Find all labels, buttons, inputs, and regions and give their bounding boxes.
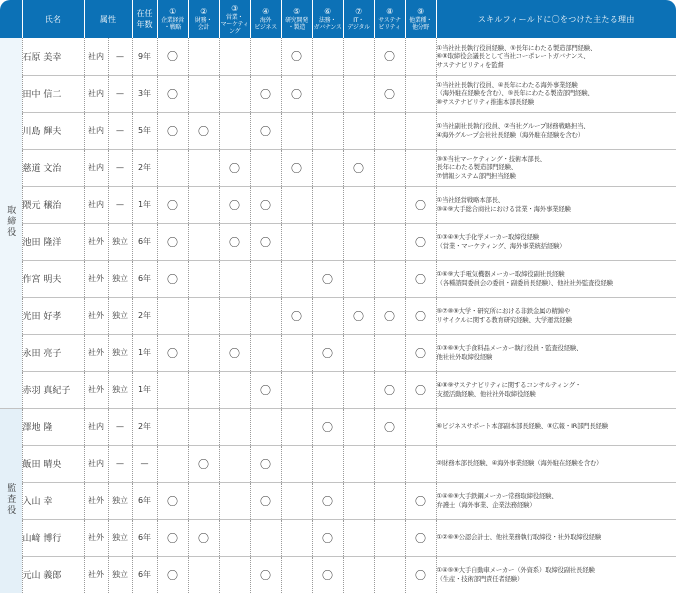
skill-cell-1 [157,112,188,149]
skill-mark: 〇 [384,309,396,323]
skill-cell-1 [157,75,188,112]
header-field-2: ② 財務・ 会計 [188,0,219,38]
skill-cell-6 [312,482,343,519]
skill-mark: 〇 [415,383,427,397]
skill-cell-8 [374,38,405,75]
member-row [0,223,676,260]
header-field-7: ⑦ IT・ デジタル [343,0,374,38]
skill-mark: 〇 [322,346,334,360]
skill-cell-8 [374,334,405,371]
skill-cell-2 [188,38,219,75]
member-tenure: 6年 [132,556,157,593]
member-tenure: 2年 [132,149,157,186]
skill-cell-4 [250,482,281,519]
skill-cell-5 [281,186,312,223]
skill-cell-5 [281,445,312,482]
skill-mark: 〇 [260,383,272,397]
skill-cell-9 [405,519,436,556]
skill-cell-4 [250,260,281,297]
member-reason: ①⑥⑨大手電気機器メーカー取締役副社長経験 （各種諮問委員会の委員・副委員長経験）、他社社外監査役経験 [436,260,676,297]
member-row [0,149,676,186]
skill-cell-3 [219,408,250,445]
member-name: 川島 輝夫 [22,112,84,149]
skill-mark: 〇 [291,309,303,323]
skill-cell-8 [374,149,405,186]
header-field-9: ⑨ 他業種・ 他分野 [405,0,436,38]
skill-mark: 〇 [167,568,179,582]
skill-cell-6 [312,75,343,112]
skill-cell-5 [281,334,312,371]
member-independence: — [108,408,132,445]
skill-mark: 〇 [415,235,427,249]
member-type: 社内 [84,38,108,75]
skill-cell-3 [219,149,250,186]
member-name: 光田 好孝 [22,297,84,334]
skill-cell-9 [405,112,436,149]
skill-cell-6 [312,445,343,482]
skill-cell-4 [250,408,281,445]
skill-cell-3 [219,186,250,223]
skill-cell-5 [281,38,312,75]
skill-mark: 〇 [322,272,334,286]
skill-cell-5 [281,112,312,149]
skill-cell-9 [405,556,436,593]
skill-cell-2 [188,334,219,371]
skill-cell-1 [157,482,188,519]
member-row [0,38,676,75]
skill-mark: 〇 [415,198,427,212]
member-row [0,519,676,556]
skill-cell-8 [374,223,405,260]
skill-cell-7 [343,38,374,75]
skill-cell-5 [281,408,312,445]
skill-mark: 〇 [291,161,303,175]
member-name: 石原 美幸 [22,38,84,75]
group-label: 監査役 [0,408,22,593]
header-field-8: ⑧ サステナ ビリティ [374,0,405,38]
member-tenure: 5年 [132,112,157,149]
skill-cell-3 [219,297,250,334]
member-name: 永田 亮子 [22,334,84,371]
skill-mark: 〇 [384,87,396,101]
skill-cell-6 [312,334,343,371]
header-field-3: ③ 営業・ マーケティング [219,0,250,38]
skill-cell-2 [188,408,219,445]
skill-cell-9 [405,482,436,519]
skill-mark: 〇 [167,346,179,360]
skill-cell-9 [405,223,436,260]
member-row [0,260,676,297]
skill-mark: 〇 [291,87,303,101]
skill-mark: 〇 [415,272,427,286]
skill-cell-2 [188,112,219,149]
member-type: 社内 [84,445,108,482]
skill-mark: 〇 [229,346,241,360]
skill-cell-7 [343,186,374,223]
skill-cell-1 [157,297,188,334]
skill-cell-1 [157,519,188,556]
member-reason: ①④⑤⑨大手自動車メーカー（外資系）取締役副社長経験 （生産・技術部門責任者経験） [436,556,676,593]
skill-cell-7 [343,482,374,519]
skill-cell-4 [250,556,281,593]
skill-cell-1 [157,445,188,482]
skill-cell-9 [405,445,436,482]
skill-cell-1 [157,408,188,445]
member-reason: ①当社社長執行役員、④長年にわたる海外事業経験 （海外駐在経験を含む）、⑤長年にわたる製造部門経験、 ⑧サステナビリティ推進本部長経験 [436,75,676,112]
skill-cell-9 [405,371,436,408]
skill-cell-7 [343,149,374,186]
skill-cell-4 [250,149,281,186]
skill-mark: 〇 [198,124,210,138]
skill-cell-3 [219,519,250,556]
skill-mark: 〇 [167,50,179,64]
skill-cell-3 [219,334,250,371]
skill-cell-6 [312,186,343,223]
skill-mark: 〇 [353,161,365,175]
skill-cell-1 [157,334,188,371]
skill-mark: 〇 [198,531,210,545]
skill-cell-1 [157,223,188,260]
skill-mark: 〇 [384,420,396,434]
member-tenure: 1年 [132,371,157,408]
skill-mark: 〇 [291,50,303,64]
skill-mark: 〇 [353,309,365,323]
skill-cell-1 [157,556,188,593]
member-row [0,75,676,112]
skill-cell-9 [405,186,436,223]
skill-cell-4 [250,38,281,75]
skill-cell-9 [405,260,436,297]
skill-cell-1 [157,260,188,297]
skill-mark: 〇 [167,235,179,249]
skill-mark: 〇 [167,531,179,545]
skill-mark: 〇 [229,235,241,249]
member-name: 隈元 穣治 [22,186,84,223]
member-name: 作宮 明夫 [22,260,84,297]
member-type: 社外 [84,334,108,371]
skill-cell-1 [157,186,188,223]
member-type: 社内 [84,149,108,186]
member-tenure: — [132,445,157,482]
member-reason: ①④⑥⑨大手鉄鋼メーカー常務取締役経験、 弁護士（海外事業、企業法務経験） [436,482,676,519]
header-tenure: 在任 年数 [132,0,157,38]
member-name: 池田 隆洋 [22,223,84,260]
member-name: 赤羽 真紀子 [22,371,84,408]
member-row [0,556,676,593]
skill-cell-2 [188,371,219,408]
member-independence: 独立 [108,223,132,260]
skill-cell-8 [374,297,405,334]
member-independence: — [108,38,132,75]
member-tenure: 2年 [132,297,157,334]
skill-mark: 〇 [384,383,396,397]
member-row [0,371,676,408]
skill-cell-8 [374,556,405,593]
header-category [0,0,22,38]
member-row [0,408,676,445]
skill-cell-5 [281,371,312,408]
skill-mark: 〇 [260,494,272,508]
member-tenure: 3年 [132,75,157,112]
skill-cell-5 [281,482,312,519]
skill-cell-7 [343,297,374,334]
member-reason: ⑥ビジネスサポート本部副本部長経験、⑧広報・IR部門長経験 [436,408,676,445]
skill-mark: 〇 [260,235,272,249]
skill-cell-9 [405,297,436,334]
member-reason: ⑤⑦⑧⑨大学・研究所における非鉄金属の精錬や リサイクルに関する教育研究経験、大学運営経験 [436,297,676,334]
skill-cell-8 [374,482,405,519]
member-independence: — [108,186,132,223]
member-tenure: 1年 [132,334,157,371]
member-type: 社外 [84,371,108,408]
skill-cell-3 [219,482,250,519]
member-independence: 独立 [108,334,132,371]
member-reason: ④⑧⑨サステナビリティに関するコンサルティング・ 支援活動経験、他社社外取締役経験 [436,371,676,408]
member-type: 社外 [84,482,108,519]
skill-cell-3 [219,223,250,260]
skill-cell-2 [188,556,219,593]
skill-cell-7 [343,334,374,371]
skill-mark: 〇 [322,531,334,545]
skill-cell-6 [312,408,343,445]
member-independence: 独立 [108,260,132,297]
member-tenure: 6年 [132,482,157,519]
skill-cell-3 [219,445,250,482]
skill-cell-4 [250,75,281,112]
skill-mark: 〇 [198,457,210,471]
skill-cell-2 [188,297,219,334]
skill-cell-3 [219,38,250,75]
member-name: 澤地 隆 [22,408,84,445]
skill-cell-4 [250,445,281,482]
member-row [0,186,676,223]
skill-cell-6 [312,297,343,334]
skill-cell-1 [157,371,188,408]
skill-mark: 〇 [322,420,334,434]
member-name: 慈道 文治 [22,149,84,186]
skill-mark: 〇 [167,124,179,138]
skill-cell-6 [312,371,343,408]
skill-cell-6 [312,223,343,260]
skill-cell-2 [188,75,219,112]
member-rows [0,38,676,593]
skill-cell-7 [343,75,374,112]
skill-cell-3 [219,556,250,593]
member-independence: 独立 [108,482,132,519]
skill-cell-4 [250,223,281,260]
skill-mark: 〇 [260,124,272,138]
skill-cell-7 [343,260,374,297]
skill-cell-7 [343,556,374,593]
skill-cell-9 [405,408,436,445]
skill-cell-3 [219,260,250,297]
member-tenure: 1年 [132,186,157,223]
skill-cell-7 [343,445,374,482]
skill-cell-5 [281,519,312,556]
skill-mark: 〇 [415,309,427,323]
member-reason: ①当社副社長執行役員、②当社グループ財務戦略担当、 ④海外グループ会社社長経験（海外駐在経験を含む） [436,112,676,149]
skill-mark: 〇 [415,346,427,360]
skill-cell-9 [405,334,436,371]
skill-cell-2 [188,186,219,223]
member-tenure: 9年 [132,38,157,75]
skill-cell-6 [312,556,343,593]
skill-cell-9 [405,38,436,75]
member-reason: ①当社経営戦略本部長、 ③④⑨大手総合商社における営業・海外事業経験 [436,186,676,223]
skill-cell-2 [188,260,219,297]
skill-mark: 〇 [260,87,272,101]
skill-cell-3 [219,75,250,112]
skill-mark: 〇 [322,494,334,508]
member-name: 山﨑 博行 [22,519,84,556]
skill-mark: 〇 [229,161,241,175]
header-field-4: ④ 海外 ビジネス [250,0,281,38]
skill-cell-2 [188,445,219,482]
skill-mark: 〇 [260,457,272,471]
skill-cell-6 [312,149,343,186]
member-reason: ①③⑥⑨大手食料品メーカー執行役員・監査役経験、 他社社外取締役経験 [436,334,676,371]
skill-mark: 〇 [167,494,179,508]
skill-cell-1 [157,149,188,186]
skill-mark: 〇 [167,198,179,212]
skill-cell-7 [343,519,374,556]
skill-cell-4 [250,112,281,149]
skill-mark: 〇 [167,87,179,101]
skill-mark: 〇 [322,568,334,582]
skill-cell-7 [343,408,374,445]
header-reason: スキルフィールドに〇をつけた主たる理由 [436,0,676,38]
skill-cell-3 [219,112,250,149]
header-row [0,0,676,38]
member-type: 社内 [84,75,108,112]
member-type: 社内 [84,112,108,149]
skill-cell-4 [250,371,281,408]
skill-cell-6 [312,38,343,75]
skill-mark: 〇 [415,494,427,508]
member-row [0,445,676,482]
member-type: 社外 [84,223,108,260]
member-type: 社外 [84,519,108,556]
skill-cell-1 [157,38,188,75]
member-type: 社外 [84,556,108,593]
skill-cell-7 [343,371,374,408]
member-name: 入山 幸 [22,482,84,519]
member-tenure: 6年 [132,519,157,556]
member-independence: 独立 [108,519,132,556]
skill-cell-4 [250,519,281,556]
skill-cell-9 [405,149,436,186]
skill-cell-5 [281,297,312,334]
member-tenure: 6年 [132,223,157,260]
member-row [0,334,676,371]
skill-cell-4 [250,334,281,371]
skill-cell-8 [374,75,405,112]
skill-cell-8 [374,445,405,482]
member-row [0,112,676,149]
group-label: 取締役 [0,38,22,408]
skill-cell-7 [343,112,374,149]
member-type: 社内 [84,408,108,445]
skill-mark: 〇 [415,531,427,545]
skill-cell-2 [188,482,219,519]
header-field-1: ① 企業経営 ・戦略 [157,0,188,38]
skill-cell-7 [343,223,374,260]
skill-cell-4 [250,186,281,223]
skill-cell-5 [281,223,312,260]
member-type: 社外 [84,260,108,297]
skill-mark: 〇 [384,50,396,64]
skill-cell-2 [188,519,219,556]
member-tenure: 2年 [132,408,157,445]
skill-cell-5 [281,556,312,593]
member-reason: ②財務本部長経験、④海外事業経験（海外駐在経験を含む） [436,445,676,482]
member-independence: — [108,75,132,112]
skill-cell-5 [281,75,312,112]
skill-cell-2 [188,149,219,186]
member-name: 飯田 晴央 [22,445,84,482]
skill-cell-8 [374,112,405,149]
skill-cell-8 [374,519,405,556]
skill-cell-6 [312,519,343,556]
skill-cell-5 [281,260,312,297]
skill-cell-8 [374,408,405,445]
header-field-6: ⑥ 法務・ ガバナンス [312,0,343,38]
member-independence: 独立 [108,297,132,334]
skill-cell-8 [374,186,405,223]
member-type: 社内 [84,186,108,223]
member-name: 田中 信二 [22,75,84,112]
member-type: 社外 [84,297,108,334]
skill-cell-9 [405,75,436,112]
skill-mark: 〇 [260,568,272,582]
header-field-5: ⑤ 研究開発 ・製造 [281,0,312,38]
skill-mark: 〇 [167,272,179,286]
skill-mark: 〇 [229,198,241,212]
header-attribute: 属性 [84,0,132,38]
skill-cell-6 [312,260,343,297]
skill-cell-4 [250,297,281,334]
member-independence: — [108,149,132,186]
member-row [0,297,676,334]
member-independence: 独立 [108,556,132,593]
member-row [0,482,676,519]
member-independence: 独立 [108,371,132,408]
member-reason: ①③④⑨大手化学メーカー取締役経験 （営業・マーケティング、海外事業統括経験） [436,223,676,260]
skill-cell-6 [312,112,343,149]
member-reason: ①②⑥⑨公認会計士、他社業務執行取締役・社外取締役経験 [436,519,676,556]
skill-cell-5 [281,149,312,186]
header-name: 氏名 [22,0,84,38]
skill-cell-8 [374,371,405,408]
member-tenure: 6年 [132,260,157,297]
member-independence: — [108,112,132,149]
skill-cell-8 [374,260,405,297]
skill-cell-3 [219,371,250,408]
skill-mark: 〇 [260,198,272,212]
skill-mark: 〇 [415,568,427,582]
skill-cell-2 [188,223,219,260]
member-independence: — [108,445,132,482]
member-reason: ①当社社長執行役員経験、⑤長年にわたる製造部門経験、 ⑥⑧取締役会議長として当社コーポレートガバナンス、 サステナビリティを監督 [436,38,676,75]
member-reason: ③⑤当社マーケティング・技術本部長、 長年にわたる製造部門経験、 ⑦情報システム部門担当経験 [436,149,676,186]
member-name: 元山 義郎 [22,556,84,593]
